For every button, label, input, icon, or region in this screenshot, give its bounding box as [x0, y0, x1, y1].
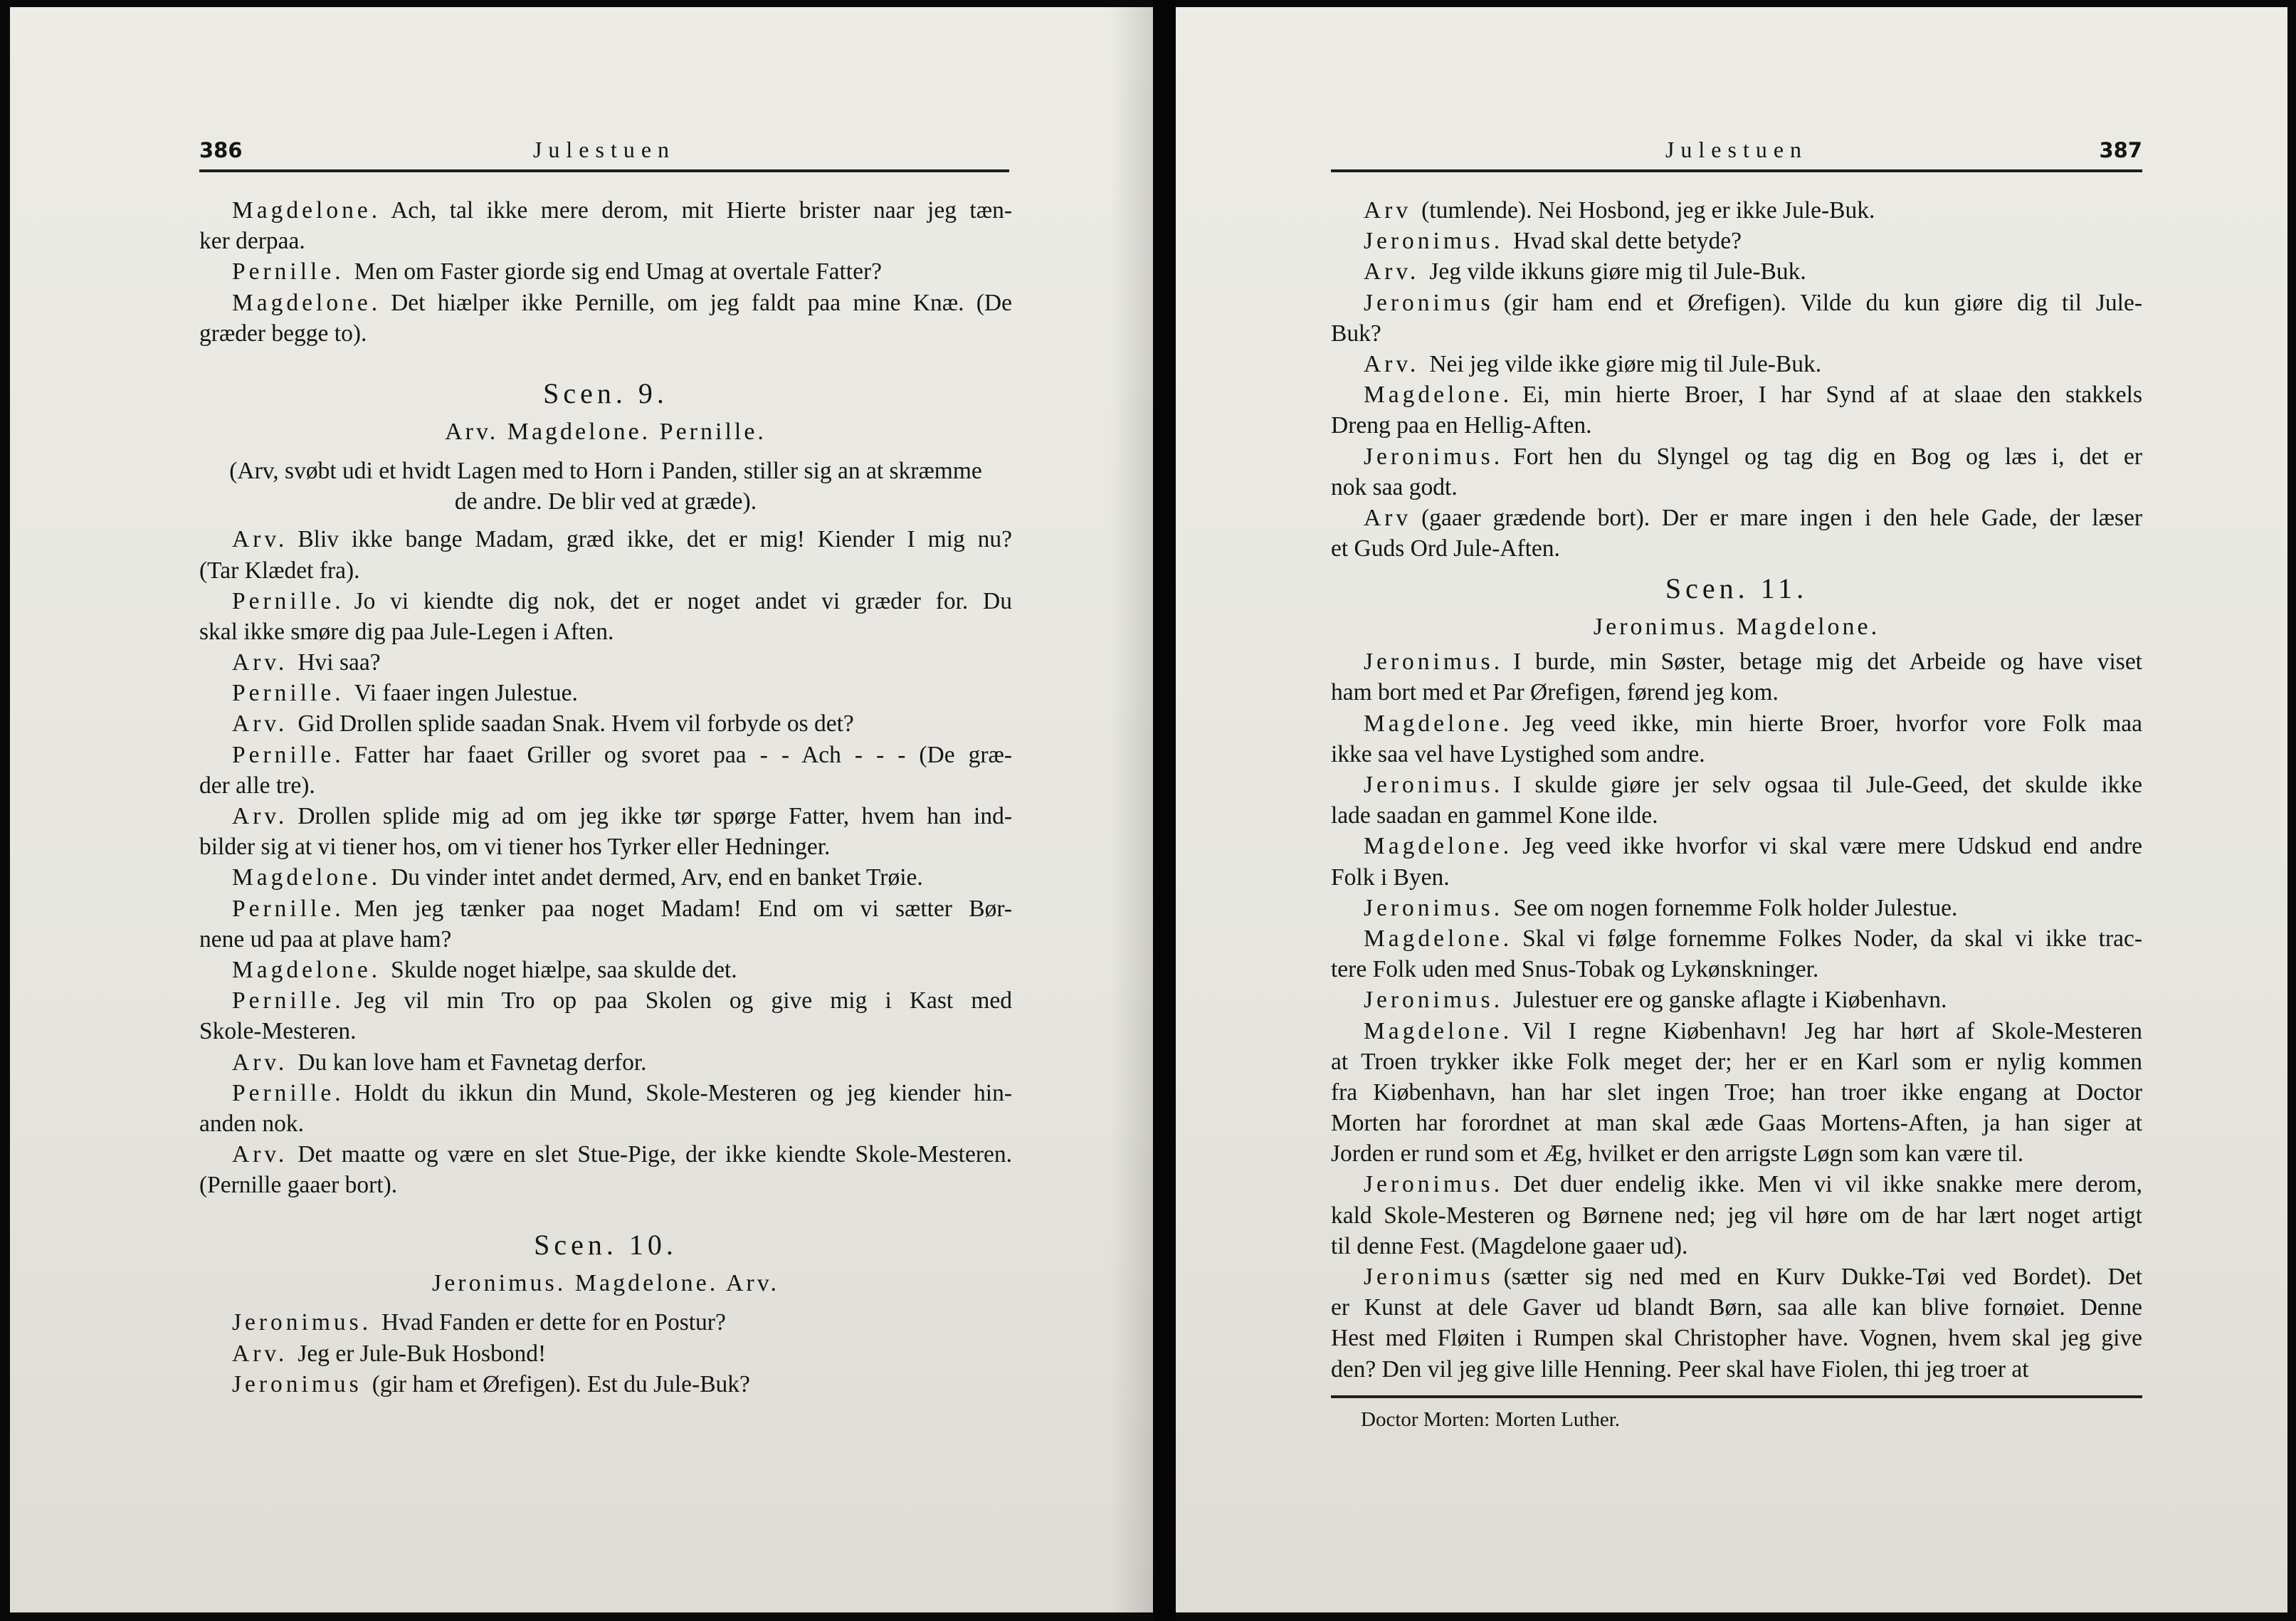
line-text: Bliv ikke bange Madam, græd ikke, det er mig! Kiender I mig nu? — [297, 526, 1012, 553]
scene-cast: Jeronimus. Magdelone. Arv. — [431, 1270, 779, 1297]
text-line — [199, 256, 1012, 287]
line-text: Men jeg tænker paa noget Madam! End om vi sætter Bør- — [354, 895, 1012, 922]
speaker-name: Arv. — [232, 1340, 288, 1367]
text-line — [1331, 1016, 2142, 1046]
text-block — [199, 195, 1012, 349]
line-text: til denne Fest. (Magdelone gaaer ud). — [1331, 1232, 1688, 1259]
line-text: skal ikke smøre dig paa Jule-Legen i Aften. — [199, 618, 614, 645]
text-line — [199, 801, 1012, 832]
text-line — [1331, 503, 2142, 533]
text-line — [199, 708, 1012, 739]
line-text: Det hiælper ikke Pernille, om jeg faldt paa mine Knæ. (De — [391, 289, 1012, 316]
text-line — [199, 893, 1012, 924]
line-text: I burde, min Søster, betage mig det Arbeide og have viset — [1513, 649, 2142, 676]
text-line — [1331, 318, 2142, 349]
line-text: der alle tre). — [199, 772, 315, 799]
line-text: ker derpaa. — [199, 228, 305, 255]
speaker-name: Magdelone. — [1364, 833, 1513, 860]
speaker-name: Magdelone. — [232, 197, 381, 224]
line-text: lade saadan en gammel Kone ilde. — [1331, 802, 1658, 829]
text-line — [1331, 646, 2142, 677]
line-text: Hvad Fanden er dette for en Postur? — [381, 1309, 726, 1336]
left-page-body — [199, 195, 1012, 1400]
line-text: Men om Faster giorde sig end Umag at overtale Fatter? — [354, 258, 883, 285]
scene-heading: Scen. 10. — [534, 1229, 678, 1261]
line-text: Morten har forordnet at man skal æde Gaas Mortens-Aften, ja han siger at — [1331, 1110, 2142, 1137]
speaker-name: Pernille. — [232, 987, 344, 1014]
right-page-header — [1331, 134, 2142, 172]
line-text: Jorden er rund som et Æg, hvilket er den arrigste Løgn som kan være til. — [1331, 1140, 2024, 1168]
speaker-name: Arv. — [232, 1049, 288, 1076]
text-line — [199, 678, 1012, 708]
speaker-name: Arv — [1364, 504, 1412, 531]
line-text: Vi faaer ingen Julestue. — [354, 680, 578, 707]
line-text: Ei, min hierte Broer, I har Synd af at slaae den stakkels — [1522, 382, 2142, 409]
text-line — [199, 586, 1012, 617]
line-text: Skulde noget hiælpe, saa skulde det. — [391, 956, 737, 983]
footnote-rule — [1331, 1395, 2142, 1398]
speaker-name: Pernille. — [232, 258, 344, 285]
line-text: Hvi saa? — [297, 649, 381, 676]
text-line — [1331, 1138, 2142, 1169]
text-line — [199, 740, 1012, 770]
speaker-name: Jeronimus. — [1364, 649, 1504, 676]
text-line — [1331, 893, 2142, 923]
text-line — [1331, 1261, 2142, 1292]
line-text: Det duer endelig ikke. Men vi vil ikke snakke mere derom, — [1513, 1171, 2142, 1198]
text-line — [1331, 1354, 2142, 1385]
line-text: (Tar Klædet fra). — [199, 557, 360, 584]
text-line — [1331, 677, 2142, 708]
book-gutter — [1153, 0, 1176, 1621]
speaker-name: Magdelone. — [232, 956, 381, 983]
stage-direction: (Arv, svøbt udi et hvidt Lagen med to Horn i Panden, stiller sig an at skræmme — [229, 457, 982, 484]
text-line — [1331, 1323, 2142, 1353]
text-line — [199, 955, 1012, 985]
text-line — [199, 832, 1012, 862]
text-block — [199, 1307, 1012, 1400]
text-line — [1331, 739, 2142, 770]
line-text: Hvad skal dette betyde? — [1513, 228, 1742, 255]
text-line — [1331, 533, 2142, 564]
line-text: See om nogen fornemme Folk holder Julestue. — [1513, 894, 1958, 921]
text-line — [1331, 288, 2142, 318]
line-text: Det maatte og være en slet Stue-Pige, der ikke kiendte Skole-Mesteren. — [297, 1141, 1012, 1168]
page-number: 386 — [199, 138, 243, 162]
line-text: Julestuer ere og ganske aflagte i Kiøbenhavn. — [1513, 987, 1947, 1014]
line-text: (sætter sig ned med en Kurv Dukke-Tøi ved Bordet). Det — [1503, 1264, 2142, 1290]
text-line — [199, 1078, 1012, 1108]
line-text: Dreng paa en Hellig-Aften. — [1331, 412, 1592, 439]
line-text: nene ud paa at plave ham? — [199, 925, 452, 953]
line-text: Jeg veed ikke, min hierte Broer, hvorfor vore Folk maa — [1522, 710, 2142, 737]
speaker-name: Jeronimus. — [1364, 228, 1504, 255]
text-line — [1331, 1046, 2142, 1077]
text-line — [199, 617, 1012, 647]
text-line — [1331, 256, 2142, 287]
speaker-name: Jeronimus — [1364, 1264, 1494, 1290]
speaker-name: Pernille. — [232, 741, 344, 768]
speaker-name: Jeronimus. — [1364, 443, 1504, 470]
line-text: Hest med Fløiten i Rumpen skal Christopher have. Vognen, hvem skal jeg give — [1331, 1325, 2142, 1352]
text-line — [1331, 226, 2142, 256]
running-title: Julestuen — [1665, 137, 1808, 162]
text-line — [1331, 985, 2142, 1015]
speaker-name: Magdelone. — [1364, 1017, 1513, 1044]
line-text: er Kunst at dele Gaver ud blandt Børn, saa alle kan blive fornøiet. Denne — [1331, 1294, 2142, 1321]
line-text: ikke saa vel have Lystighed som andre. — [1331, 740, 1705, 767]
text-line — [199, 647, 1012, 678]
speaker-name: Jeronimus. — [1364, 894, 1504, 921]
speaker-name: Arv. — [1364, 350, 1420, 377]
line-text: Skole-Mesteren. — [199, 1018, 357, 1045]
speaker-name: Arv. — [232, 649, 288, 676]
speaker-name: Pernille. — [232, 587, 344, 614]
text-line — [1331, 1200, 2142, 1231]
line-text: fra Kiøbenhavn, han har slet ingen Troe; han troer ikke engang at Doctor — [1331, 1079, 2142, 1106]
text-line — [199, 1047, 1012, 1078]
text-line — [1331, 349, 2142, 379]
text-line — [199, 1338, 1012, 1369]
text-line — [1331, 441, 2142, 472]
text-line — [199, 1170, 1012, 1200]
text-line — [1331, 195, 2142, 226]
text-line — [199, 1139, 1012, 1170]
text-line — [199, 1016, 1012, 1046]
text-line — [1331, 923, 2142, 954]
line-text: Jo vi kiendte dig nok, det er noget andet vi græder for. Du — [354, 587, 1012, 614]
speaker-name: Jeronimus — [232, 1370, 362, 1397]
speaker-name: Arv. — [232, 710, 288, 738]
line-text: Du kan love ham et Favnetag derfor. — [297, 1049, 647, 1076]
line-text: (gir ham end et Ørefigen). Vilde du kun giøre dig til Jule- — [1503, 289, 2142, 316]
text-line — [1331, 1292, 2142, 1323]
line-text: Folk i Byen. — [1331, 864, 1450, 891]
line-text: (gir ham et Ørefigen). Est du Jule-Buk? — [372, 1370, 750, 1397]
speaker-name: Magdelone. — [232, 289, 381, 316]
scene-cast: Jeronimus. Magdelone. — [1593, 614, 1880, 641]
line-text: Ach, tal ikke mere derom, mit Hierte brister naar jeg tæn- — [391, 197, 1012, 224]
line-text: Gid Drollen splide saadan Snak. Hvem vil forbyde os det? — [297, 710, 854, 738]
line-text: tere Folk uden med Snus-Tobak og Lykønskninger. — [1331, 956, 1819, 983]
line-text: nok saa godt. — [1331, 473, 1458, 500]
line-text: Skal vi følge fornemme Folkes Noder, da skal vi ikke trac- — [1522, 925, 2142, 952]
line-text: Vil I regne Kiøbenhavn! Jeg har hørt af Skole-Mesteren — [1522, 1017, 2142, 1044]
speaker-name: Magdelone. — [1364, 925, 1513, 952]
speaker-name: Jeronimus. — [1364, 1171, 1504, 1198]
text-line — [199, 770, 1012, 801]
text-line — [199, 318, 1012, 349]
stage-direction: de andre. De blir ved at græde). — [454, 488, 757, 515]
scene-cast: Arv. Magdelone. Pernille. — [445, 418, 767, 445]
text-line — [199, 195, 1012, 226]
text-line — [1331, 1231, 2142, 1261]
right-page-body — [1331, 195, 2142, 1385]
left-page — [10, 7, 1153, 1612]
running-title: Julestuen — [532, 137, 676, 162]
speaker-name: Pernille. — [232, 1079, 344, 1106]
text-line — [199, 288, 1012, 318]
text-line — [1331, 954, 2142, 985]
text-line — [199, 924, 1012, 955]
footnote: Doctor Morten: Morten Luther. — [1361, 1408, 1621, 1431]
line-text: Fort hen du Slyngel og tag dig en Bog og læs i, det er — [1513, 443, 2142, 470]
speaker-name: Arv. — [232, 803, 288, 829]
line-text: et Guds Ord Jule-Aften. — [1331, 535, 1560, 562]
text-line — [1331, 1108, 2142, 1138]
scene-heading: Scen. 11. — [1665, 572, 1808, 605]
line-text: kald Skole-Mesteren og Børnene ned; jeg vil høre om de har lært noget artigt — [1331, 1202, 2142, 1229]
left-page-header — [199, 134, 1009, 172]
speaker-name: Jeronimus — [1364, 289, 1494, 316]
line-text: Jeg veed ikke hvorfor vi skal være mere Udskud end andre — [1522, 833, 2142, 860]
text-line — [199, 555, 1012, 586]
speaker-name: Pernille. — [232, 680, 344, 707]
text-line — [1331, 410, 2142, 441]
line-text: at Troen trykker ikke Folk meget der; her er en Karl som er nylig kommen — [1331, 1048, 2142, 1075]
text-line — [199, 1108, 1012, 1139]
text-line — [1331, 800, 2142, 831]
text-line — [1331, 770, 2142, 800]
text-line — [1331, 862, 2142, 893]
speaker-name: Jeronimus. — [232, 1309, 372, 1336]
speaker-name: Magdelone. — [232, 864, 381, 891]
text-block — [1331, 195, 2142, 564]
text-line — [1331, 379, 2142, 410]
text-line — [199, 862, 1012, 893]
speaker-name: Pernille. — [232, 895, 344, 922]
speaker-name: Magdelone. — [1364, 382, 1513, 409]
speaker-name: Jeronimus. — [1364, 987, 1504, 1014]
text-line — [1331, 708, 2142, 739]
line-text: bilder sig at vi tiener hos, om vi tiener hos Tyrker eller Hedninger. — [199, 834, 831, 861]
line-text: Fatter har faaet Griller og svoret paa - - Ach - - - (De græ- — [354, 741, 1012, 768]
line-text: (tumlende). Nei Hosbond, jeg er ikke Jule-Buk. — [1421, 197, 1875, 224]
line-text: ham bort med et Par Ørefigen, førend jeg kom. — [1331, 679, 1779, 706]
text-line — [199, 524, 1012, 555]
line-text: I skulde giøre jer selv ogsaa til Jule-Geed, det skulde ikke — [1513, 772, 2142, 798]
text-line — [199, 985, 1012, 1016]
line-text: (Pernille gaaer bort). — [199, 1172, 398, 1199]
text-line — [199, 226, 1012, 256]
speaker-name: Arv. — [232, 1141, 288, 1168]
text-block — [199, 524, 1012, 1200]
line-text: Buk? — [1331, 320, 1381, 347]
speaker-name: Magdelone. — [1364, 710, 1513, 737]
line-text: Jeg vil min Tro op paa Skolen og give mig i Kast med — [354, 987, 1012, 1014]
text-line — [199, 1307, 1012, 1338]
line-text: Du vinder intet andet dermed, Arv, end en banket Trøie. — [391, 864, 923, 891]
scene-heading: Scen. 9. — [543, 377, 668, 409]
text-block — [1331, 646, 2142, 1385]
speaker-name: Arv — [1364, 197, 1412, 224]
right-page — [1176, 7, 2287, 1612]
line-text: den? Den vil jeg give lille Henning. Peer skal have Fiolen, thi jeg troer at — [1331, 1355, 2029, 1383]
speaker-name: Jeronimus. — [1364, 772, 1504, 798]
line-text: Jeg er Jule-Buk Hosbond! — [297, 1340, 547, 1367]
line-text: Drollen splide mig ad om jeg ikke tør spørge Fatter, hvem han ind- — [297, 803, 1012, 829]
line-text: anden nok. — [199, 1110, 304, 1137]
line-text: (gaaer grædende bort). Der er mare ingen i den hele Gade, der læser — [1421, 504, 2142, 531]
line-text: Holdt du ikkun din Mund, Skole-Mesteren og jeg kiender hin- — [354, 1079, 1012, 1106]
line-text: Jeg vilde ikkuns giøre mig til Jule-Buk. — [1429, 258, 1806, 285]
speaker-name: Arv. — [1364, 258, 1420, 285]
page-number: 387 — [2099, 138, 2142, 162]
text-line — [1331, 1077, 2142, 1108]
speaker-name: Arv. — [232, 526, 288, 553]
line-text: Nei jeg vilde ikke giøre mig til Jule-Buk. — [1429, 350, 1822, 377]
line-text: græder begge to). — [199, 320, 367, 347]
text-line — [1331, 1169, 2142, 1200]
text-line — [199, 1369, 1012, 1400]
text-line — [1331, 472, 2142, 503]
text-line — [1331, 831, 2142, 861]
